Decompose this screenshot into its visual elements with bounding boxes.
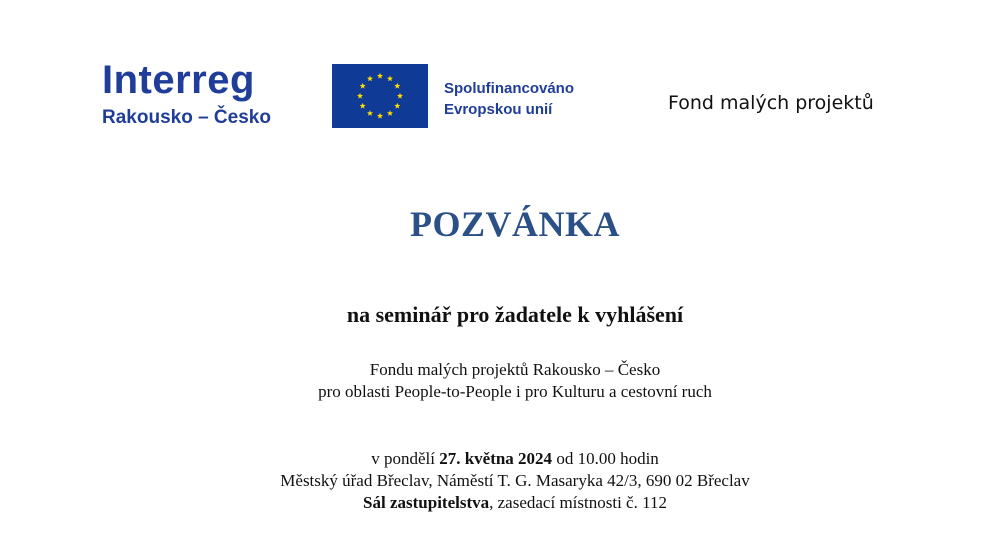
invitation-subtitle: na seminář pro žadatele k vyhlášení xyxy=(346,302,684,327)
event-info xyxy=(0,448,1001,514)
event-date-line xyxy=(0,448,1001,470)
event-day-prefix: v pondělí xyxy=(371,449,440,468)
page-title: POZVÁNKA xyxy=(410,204,620,244)
event-room: Sál zastupitelstva xyxy=(363,493,490,512)
fund-name: Fond malých projektů xyxy=(668,92,874,114)
interreg-region: Rakousko – Česko xyxy=(102,107,271,128)
event-room-line xyxy=(0,492,1001,514)
eu-flag-icon xyxy=(332,64,428,128)
event-address: Městský úřad Břeclav, Náměstí T. G. Masaryka 42/3, 690 02 Břeclav xyxy=(280,471,750,490)
fund-description-line1: Fondu malých projektů Rakousko – Česko xyxy=(369,360,661,379)
event-date: 27. května 2024 xyxy=(439,449,553,468)
interreg-logo xyxy=(102,60,302,132)
event-room-detail: , zasedací místnosti č. 112 xyxy=(489,493,667,512)
eu-cofinanced-line2: Evropskou unií xyxy=(444,101,553,118)
fund-description-line2: pro oblasti People-to-People i pro Kulturu a cestovní ruch xyxy=(318,382,712,401)
event-time: od 10.00 hodin xyxy=(552,449,659,468)
interreg-wordmark: Interreg xyxy=(102,58,255,102)
fund-description xyxy=(0,359,1001,403)
eu-cofinanced-label xyxy=(444,78,574,120)
eu-cofinanced-line1: Spolufinancováno xyxy=(444,80,575,97)
